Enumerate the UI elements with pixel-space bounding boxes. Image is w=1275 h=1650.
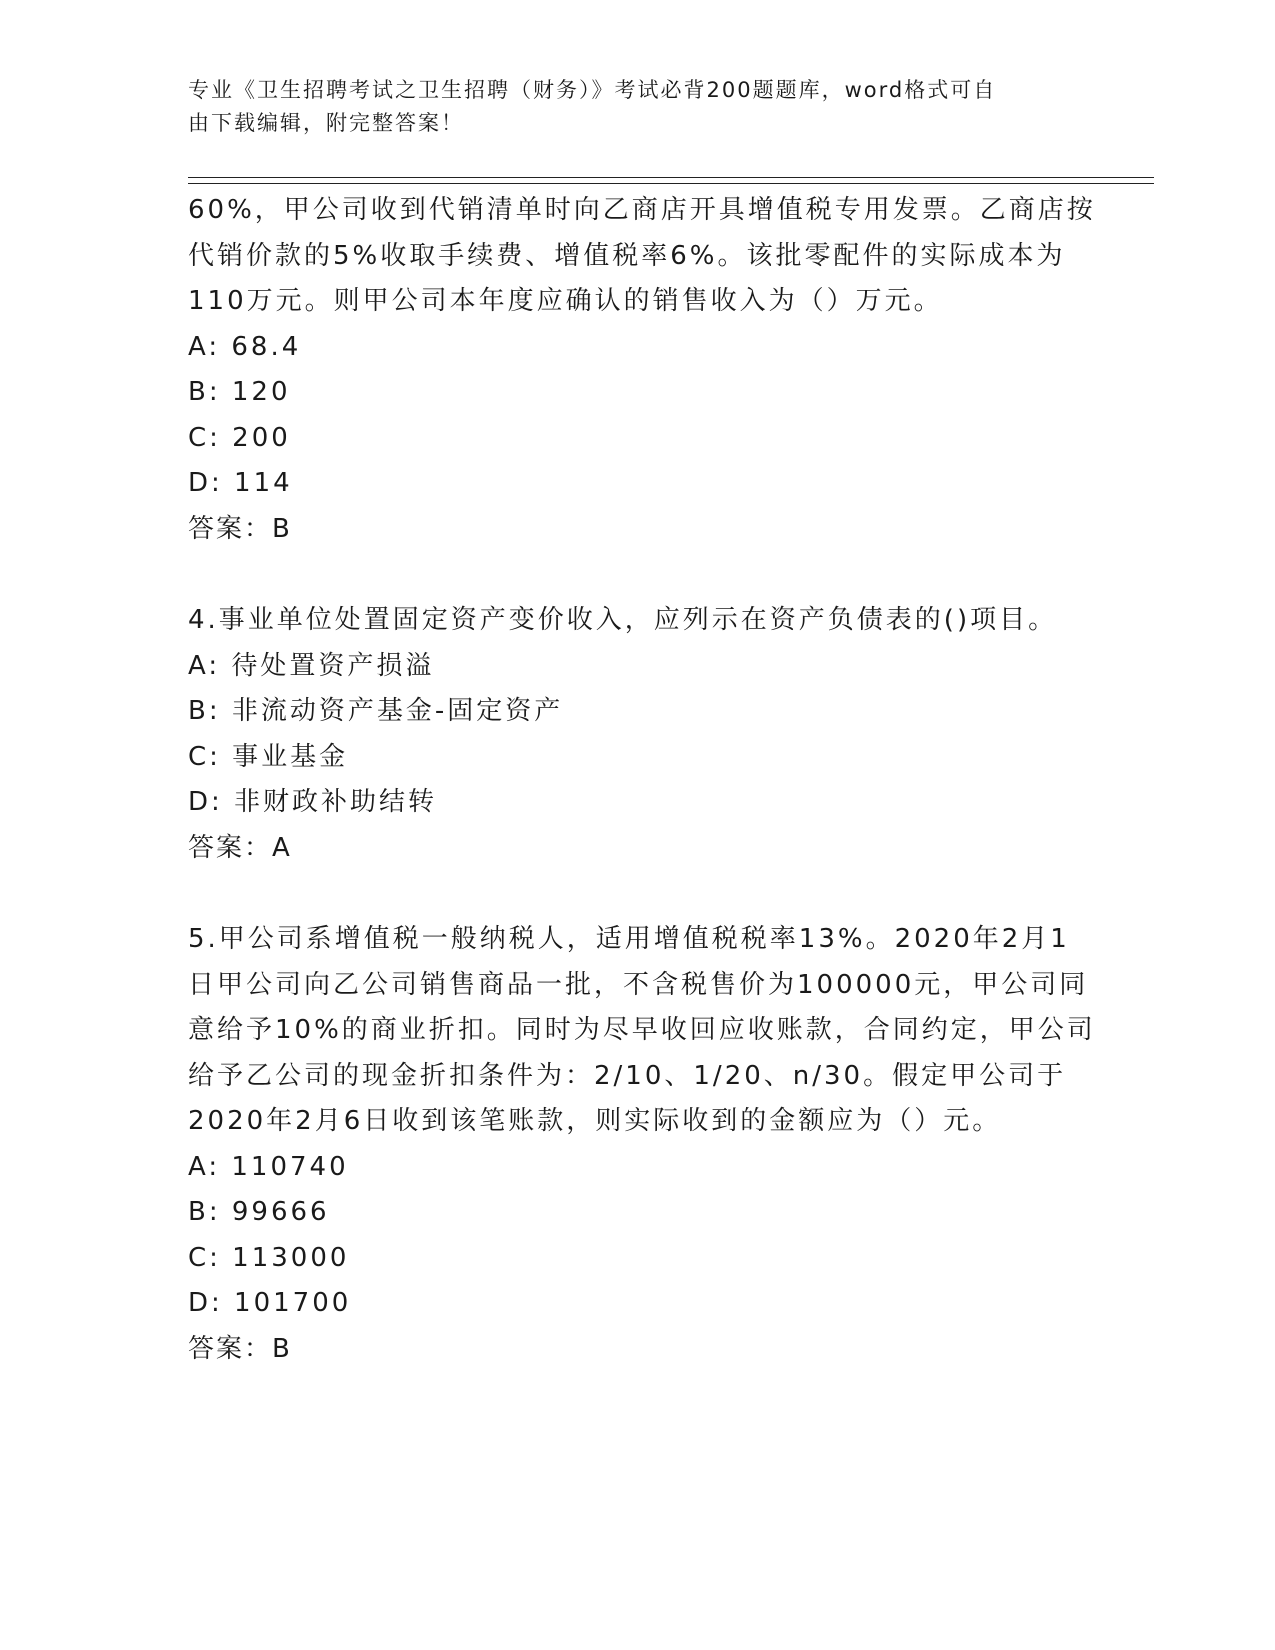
question-5-answer: 答案：B (188, 1333, 292, 1364)
question-3-text-2: 代销价款的5%收取手续费、增值税率6%。该批零配件的实际成本为 (188, 240, 1066, 271)
question-5-text-5: 2020年2月6日收到该笔账款，则实际收到的金额应为（）元。 (188, 1106, 1002, 1136)
question-spacer (188, 871, 1088, 917)
header-line-2: 由下载编辑，附完整答案！ (188, 111, 464, 135)
question-4-answer: 答案：A (188, 832, 292, 863)
header-divider-top (188, 177, 1154, 178)
question-3-option-b: B: 120 (188, 377, 291, 407)
question-5-option-a: A: 110740 (188, 1151, 349, 1182)
document-header (188, 74, 1068, 140)
header-divider-bottom (188, 183, 1154, 184)
question-5-text-4: 给予乙公司的现金折扣条件为：2/10、1/20、n/30。假定甲公司于 (188, 1060, 1067, 1091)
question-3-option-d: D: 114 (188, 468, 293, 498)
question-4-option-d: D: 非财政补助结转 (188, 787, 438, 817)
question-5 (188, 917, 1096, 1372)
question-4-option-a: A: 待处置资产损溢 (188, 650, 435, 681)
question-5-text-3: 意给予10%的商业折扣。同时为尽早收回应收账款，合同约定，甲公司 (188, 1015, 1096, 1045)
question-3-answer: 答案：B (188, 513, 292, 544)
question-5-text-1: 5.甲公司系增值税一般纳税人，适用增值税税率13%。2020年2月1 (188, 924, 1070, 954)
document-body (188, 188, 1096, 1372)
question-5-text-2: 日甲公司向乙公司销售商品一批，不含税售价为100000元，甲公司同 (188, 969, 1089, 1000)
question-5-option-c: C: 113000 (188, 1242, 350, 1273)
question-3-option-a: A: 68.4 (188, 331, 302, 362)
question-3-text-1: 60%，甲公司收到代销清单时向乙商店开具增值税专用发票。乙商店按 (188, 195, 1096, 225)
question-spacer (188, 552, 1088, 598)
question-4-option-b: B: 非流动资产基金-固定资产 (188, 696, 564, 726)
header-line-1: 专业《卫生招聘考试之卫生招聘（财务）》考试必背200题题库，word格式可自 (188, 78, 997, 102)
question-5-option-d: D: 101700 (188, 1288, 352, 1318)
question-4-text-1: 4.事业单位处置固定资产变价收入，应列示在资产负债表的()项目。 (188, 605, 1058, 635)
question-3-option-c: C: 200 (188, 422, 291, 453)
question-4-option-c: C: 事业基金 (188, 741, 349, 772)
question-3-text-3: 110万元。则甲公司本年度应确认的销售收入为（）万元。 (188, 286, 943, 316)
question-3 (188, 188, 1096, 552)
question-4 (188, 598, 1088, 871)
question-5-option-b: B: 99666 (188, 1197, 330, 1227)
